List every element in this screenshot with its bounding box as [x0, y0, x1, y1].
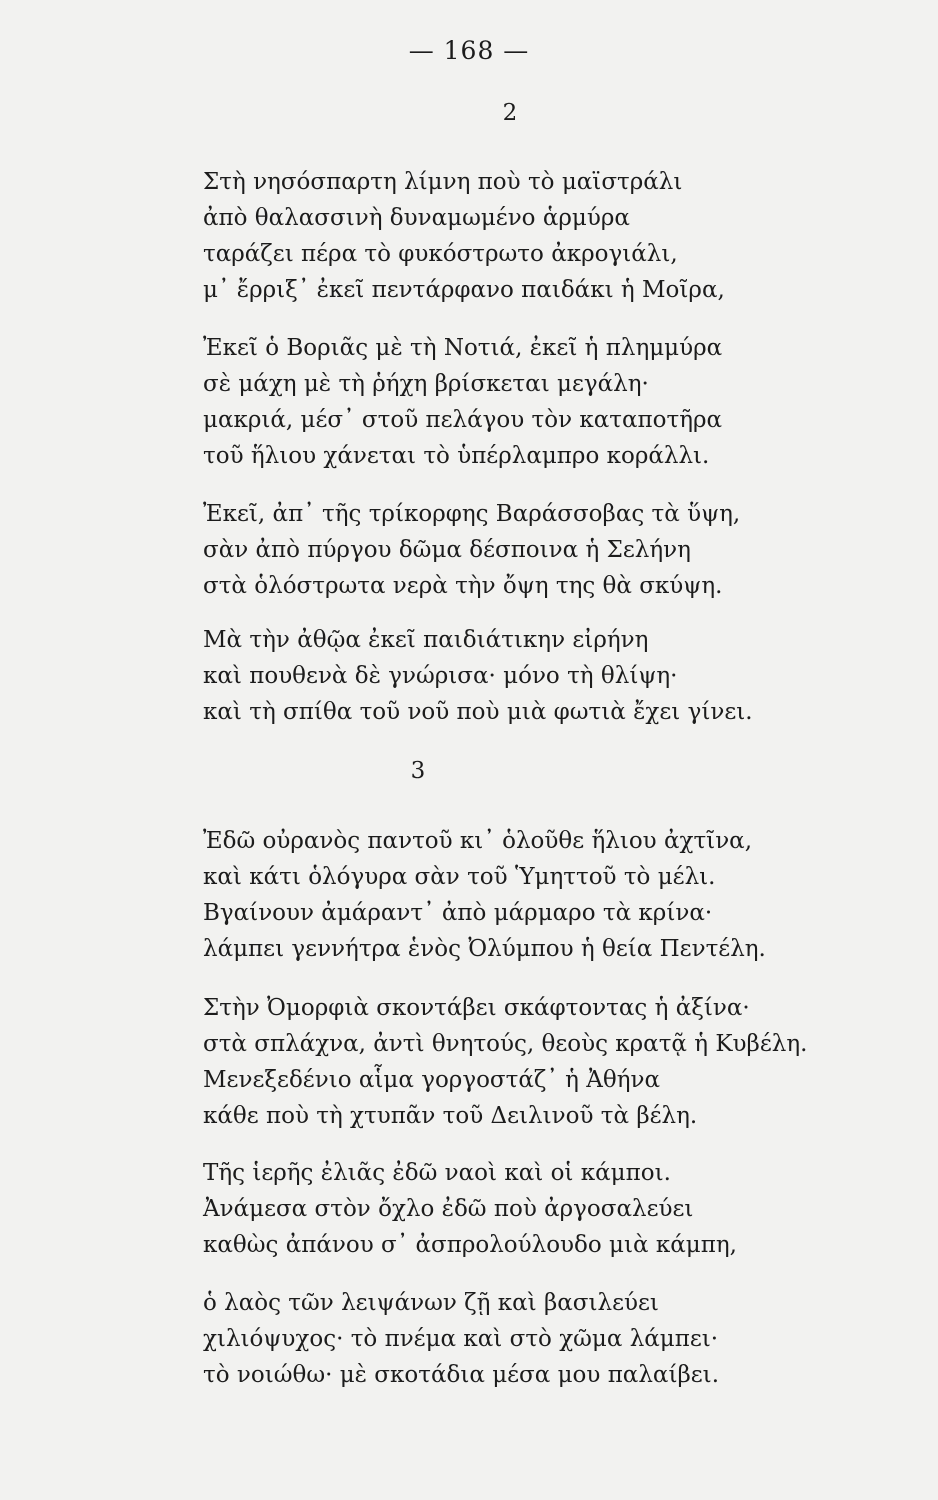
verse-line: σὰν ἀπὸ πύργου δῶμα δέσποινα ἡ Σελήνη [203, 537, 691, 563]
stanza [203, 330, 722, 474]
stanza [203, 990, 807, 1134]
verse-line: Βγαίνουν ἀμάραντ᾽ ἀπὸ μάρμαρο τὰ κρίνα· [203, 900, 713, 926]
verse-line: σὲ μάχη μὲ τὴ ῥήχη βρίσκεται μεγάλη· [203, 371, 649, 397]
verse-line: ὁ λαὸς τῶν λειψάνων ζῇ καὶ βασιλεύει [203, 1290, 659, 1316]
verse-line: Ἀνάμεσα στὸν ὄχλο ἐδῶ ποὺ ἀργοσαλεύει [203, 1196, 694, 1222]
verse-line: τὸ νοιώθω· μὲ σκοτάδια μέσα μου παλαίβει. [203, 1362, 720, 1388]
section-number: 2 [502, 100, 518, 126]
verse-line: Ἐδῶ οὐρανὸς παντοῦ κι᾽ ὁλοῦθε ἥλιου ἀχτῖνα, [203, 828, 753, 854]
verse-line: καὶ πουθενὰ δὲ γνώρισα· μόνο τὴ θλίψη· [203, 663, 678, 689]
section-number: 3 [410, 758, 426, 784]
verse-line: Μενεξεδένιο αἷμα γοργοστάζ᾽ ἡ Ἀθήνα [203, 1067, 660, 1093]
stanza [203, 1155, 737, 1263]
verse-line: μ᾽ ἔρριξ᾽ ἐκεῖ πεντάρφανο παιδάκι ἡ Μοῖρα, [203, 277, 725, 303]
verse-line: χιλιόψυχος· τὸ πνέμα καὶ στὸ χῶμα λάμπει· [203, 1326, 719, 1352]
stanza [203, 164, 725, 308]
stanza [203, 1285, 719, 1393]
verse-line: Μὰ τὴν ἀθῷα ἐκεῖ παιδιάτικην εἰρήνη [203, 627, 649, 653]
verse-line: καθὼς ἀπάνου σ᾽ ἀσπρολούλουδο μιὰ κάμπη, [203, 1232, 737, 1258]
stanza [203, 823, 766, 967]
verse-line: Στὴ νησόσπαρτη λίμνη ποὺ τὸ μαϊστράλι [203, 169, 683, 195]
page-number: — 168 — [408, 36, 530, 65]
verse-line: καὶ τὴ σπίθα τοῦ νοῦ ποὺ μιὰ φωτιὰ ἔχει γίνει. [203, 699, 753, 725]
verse-line: τοῦ ἥλιου χάνεται τὸ ὑπέρλαμπρο κοράλλι. [203, 443, 710, 469]
verse-line: λάμπει γεννήτρα ἑνὸς Ὀλύμπου ἡ θεία Πεντέλη. [203, 936, 766, 962]
stanza [203, 622, 753, 730]
verse-line: ταράζει πέρα τὸ φυκόστρωτο ἀκρογιάλι, [203, 241, 678, 267]
verse-line: στὰ σπλάχνα, ἀντὶ θνητούς, θεοὺς κρατᾷ ἡ Κυβέλη. [203, 1031, 808, 1057]
verse-line: ἀπὸ θαλασσινὴ δυναμωμένο ἁρμύρα [203, 205, 630, 231]
verse-line: μακριά, μέσ᾽ στοῦ πελάγου τὸν καταποτῆρα [203, 407, 723, 433]
verse-line: Τῆς ἱερῆς ἐλιᾶς ἐδῶ ναοὶ καὶ οἱ κάμποι. [203, 1160, 671, 1186]
verse-line: Ἐκεῖ, ἀπ᾽ τῆς τρίκορφης Βαράσσοβας τὰ ὕψη, [203, 501, 741, 527]
stanza [203, 496, 740, 604]
verse-line: Στὴν Ὀμορφιὰ σκοντάβει σκάφτοντας ἡ ἀξίνα· [203, 995, 750, 1021]
verse-line: κάθε ποὺ τὴ χτυπᾶν τοῦ Δειλινοῦ τὰ βέλη. [203, 1103, 698, 1129]
verse-line: Ἐκεῖ ὁ Βοριᾶς μὲ τὴ Νοτιά, ἐκεῖ ἡ πλημμύρα [203, 335, 723, 361]
verse-line: καὶ κάτι ὁλόγυρα σὰν τοῦ Ὑμηττοῦ τὸ μέλι. [203, 864, 716, 890]
verse-line: στὰ ὁλόστρωτα νερὰ τὴν ὄψη της θὰ σκύψη. [203, 573, 723, 599]
